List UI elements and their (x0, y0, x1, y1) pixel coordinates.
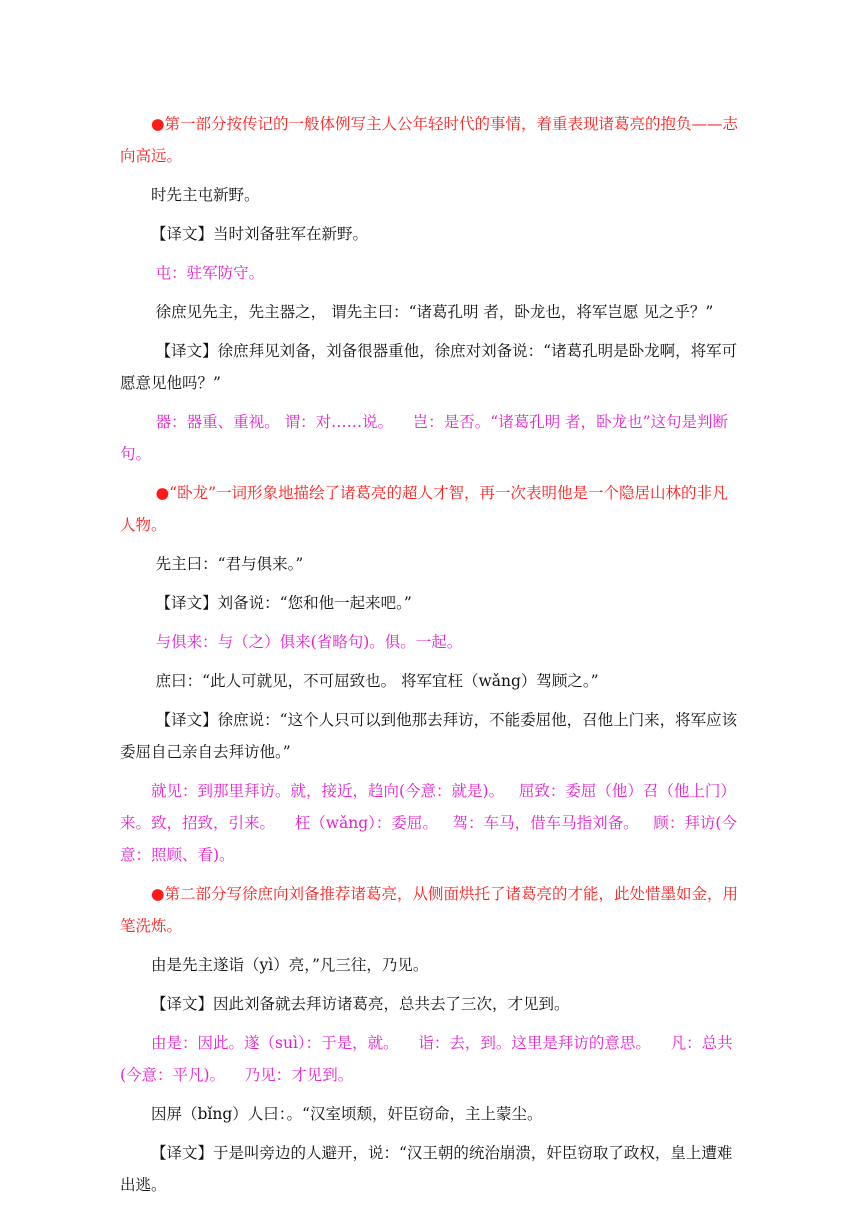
translation-6: 【译文】于是叫旁边的人避开，说：“汉王朝的统治崩溃，奸臣窃取了政权，皇上遭难出逃。 (120, 1144, 733, 1194)
original-text-2: 徐庶见先主，先主器之， 谓先主曰：“诸葛孔明 者，卧龙也，将军岂愿 见之乎？” (155, 303, 714, 321)
original-text-4: 庶曰：“此人可就见，不可屈致也。 将军宜枉（wǎng）驾顾之。” (155, 672, 599, 690)
annotation-1: 屯：驻军防守。 (155, 264, 265, 282)
annotation-3: 与俱来：与（之）俱来(省略句)。俱。一起。 (155, 633, 463, 651)
translation-5: 【译文】因此刘备就去拜访诸葛亮，总共去了三次，才见到。 (151, 995, 570, 1013)
original-text-3: 先主曰：“君与俱来。” (155, 555, 304, 573)
analysis-note-1: ●第一部分按传记的一般体例写主人公年轻时代的事情，着重表现诸葛亮的抱负——志向高远。 (120, 115, 739, 165)
document-page (120, 108, 740, 1208)
annotation-5: 由是：因此。遂（suì）：于是，就。 诣：去，到。这里是拜访的意思。 凡：总共(今意：平凡)。 乃见：才见到。 (120, 1034, 733, 1084)
analysis-note-2: ●“卧龙”一词形象地描绘了诸葛亮的超人才智，再一次表明他是一个隐居山林的非凡人物。 (120, 484, 728, 534)
original-text-6: 因屏（bǐng）人曰：。“汉室顷颓，奸臣窃命，主上蒙尘。 (151, 1105, 543, 1123)
original-text-1: 时先主屯新野。 (151, 186, 260, 204)
annotation-2: 器：器重、重视。 谓：对……说。 岂：是否。“诸葛孔明 者，卧龙也”这句是判断句。 (120, 413, 729, 463)
translation-1: 【译文】当时刘备驻军在新野。 (151, 225, 369, 243)
original-text-5: 由是先主遂诣（yì）亮，”凡三往，乃见。 (151, 956, 429, 974)
translation-4: 【译文】徐庶说：“这个人只可以到他那去拜访，不能委屈他，召他上门来，将军应该委屈自己亲自去拜访他。” (120, 711, 738, 761)
annotation-4: 就见：到那里拜访。就，接近，趋向(今意：就是)。 屈致：委屈（他）召（他上门）来。致，招致，引来。 枉（wǎng）：委屈。 驾：车马，借车马指刘备。 顾：拜访(今意：照顾、看)。 (120, 782, 737, 864)
translation-2: 【译文】徐庶拜见刘备，刘备很器重他，徐庶对刘备说：“诸葛孔明是卧龙啊，将军可愿意见他吗？” (120, 342, 738, 392)
translation-3: 【译文】刘备说：“您和他一起来吧。” (155, 594, 412, 612)
analysis-note-3: ●第二部分写徐庶向刘备推荐诸葛亮，从侧面烘托了诸葛亮的才能，此处惜墨如金，用笔洗炼。 (120, 885, 739, 935)
